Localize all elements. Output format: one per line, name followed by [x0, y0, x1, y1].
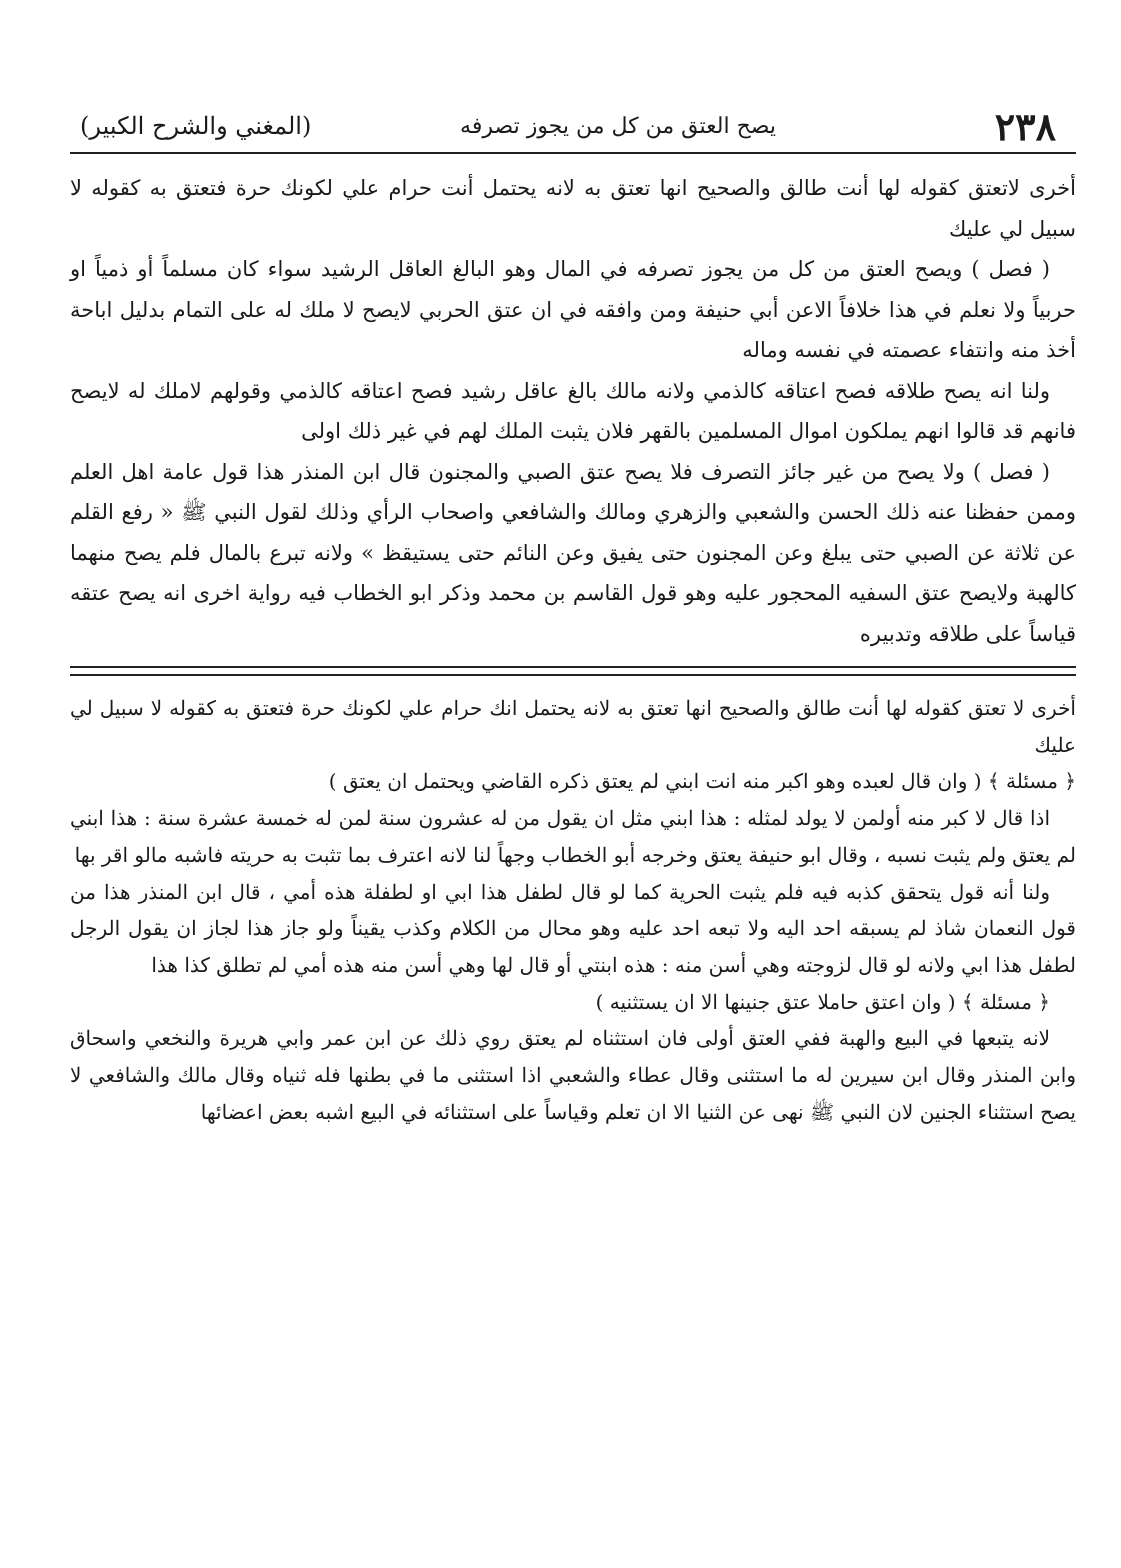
- paragraph: ولنا انه يصح طلاقه فصح اعتاقه كالذمي ولانه مالك بالغ عاقل رشيد فصح اعتاقه كالذمي وقولهم لاملك له لايصح فانهم قد قالوا انهم يملكون اموال المسلمين بالقهر فلان يثبت الملك لهم في غير ذلك اولى: [70, 378, 1076, 443]
- page-number: ٢٣٨: [994, 104, 1056, 149]
- masala-heading: ﴿ مسئلة ﴾ ( وان قال لعبده وهو اكبر منه انت ابني لم يعتق ذكره القاضي ويحتمل ان يعتق ): [328, 769, 1076, 794]
- paragraph: لانه يتبعها في البيع والهبة ففي العتق أولى فان استثناه لم يعتق روي ذلك عن ابن عمر وابي هريرة والنخعي واسحاق وابن المنذر وقال ابن سيرين له ما استثنى وقال عطاء والشعبي اذا استثنى ما في بطنها فله ثنياه وقال مالك والشافعي لا يصح استثناء الجنين لان النبي ﷺ نهى عن الثنيا الا ان تعلم وقياساً على استثنائه في البيع اشبه بعض اعضائها: [70, 1026, 1076, 1124]
- running-title: يصح العتق من كل من يجوز تصرفه: [460, 114, 776, 139]
- commentary-text: [70, 690, 1076, 1130]
- paragraph: ولنا أنه قول يتحقق كذبه فيه فلم يثبت الحرية كما لو قال لطفل هذا ابي او لطفلة هذه أمي ، قال ابن المنذر هذا من قول النعمان شاذ لم يسبقه احد اليه ولا تبعه احد عليه وهو محال من الكلام وكذب يقيناً ولو جاز هذا لجاز ان يقول الرجل لطفل هذا ابي ولانه لو قال لزوجته وهي أسن منه : هذه ابنتي أو قال لها وهي أسن منه هذه أمي لم تطلق كذا هذا: [70, 879, 1076, 977]
- paragraph: ( فصل ) ويصح العتق من كل من يجوز تصرفه في المال وهو البالغ العاقل الرشيد سواء كان مسلماً أو ذمياً او حربياً ولا نعلم في هذا خلافاً الاعن أبي حنيفة ومن وافقه في ان عتق الحربي لايصح لا ملك له على التمام بدليل اباحة أخذ منه وانتفاء عصمته في نفسه وماله: [70, 257, 1076, 362]
- book-title: (المغني والشرح الكبير): [80, 112, 312, 140]
- masala-heading: ﴿ مسئلة ﴾ ( وان اعتق حاملا عتق جنينها الا ان يستثنيه ): [595, 989, 1050, 1014]
- section-divider: [70, 666, 1076, 676]
- paragraph: أخرى لا تعتق كقوله لها أنت طالق والصحيح انها تعتق به لانه يحتمل انك حرام علي لكونك حرة فتعتق به كقوله لا سبيل لي عليك: [70, 696, 1076, 757]
- paragraph: أخرى لاتعتق كقوله لها أنت طالق والصحيح انها تعتق به لانه يحتمل أنت حرام علي لكونك حرة فتعتق به كقوله لا سبيل لي عليك: [70, 176, 1076, 241]
- page: [70, 100, 1076, 1130]
- paragraph: اذا قال لا كبر منه أولمن لا يولد لمثله : هذا ابني مثل ان يقول من له عشرون سنة لمن له خمسة عشرة سنة : هذا ابني لم يعتق ولم يثبت نسبه ، وقال ابو حنيفة يعتق وخرجه أبو الخطاب وجهاً لنا لانه اعترف بما تثبت به حريته فاشبه مالو اقر بها: [70, 806, 1076, 867]
- page-header: [70, 100, 1076, 154]
- paragraph: ( فصل ) ولا يصح من غير جائز التصرف فلا يصح عتق الصبي والمجنون قال ابن المنذر هذا قول عامة اهل العلم وممن حفظنا عنه ذلك الحسن والشعبي والزهري ومالك والشافعي واصحاب الرأي وذلك لقول النبي ﷺ « رفع القلم عن ثلاثة عن الصبي حتى يبلغ وعن المجنون حتى يفيق وعن النائم حتى يستيقظ » ولانه تبرع بالمال فلم يصح منهما كالهبة ولايصح عتق السفيه المحجور عليه وهو قول القاسم بن محمد وذكر ابو الخطاب فيه رواية اخرى انه يصح عتقه قياساً على طلاقه وتدبيره: [70, 459, 1076, 646]
- main-text: [70, 168, 1076, 654]
